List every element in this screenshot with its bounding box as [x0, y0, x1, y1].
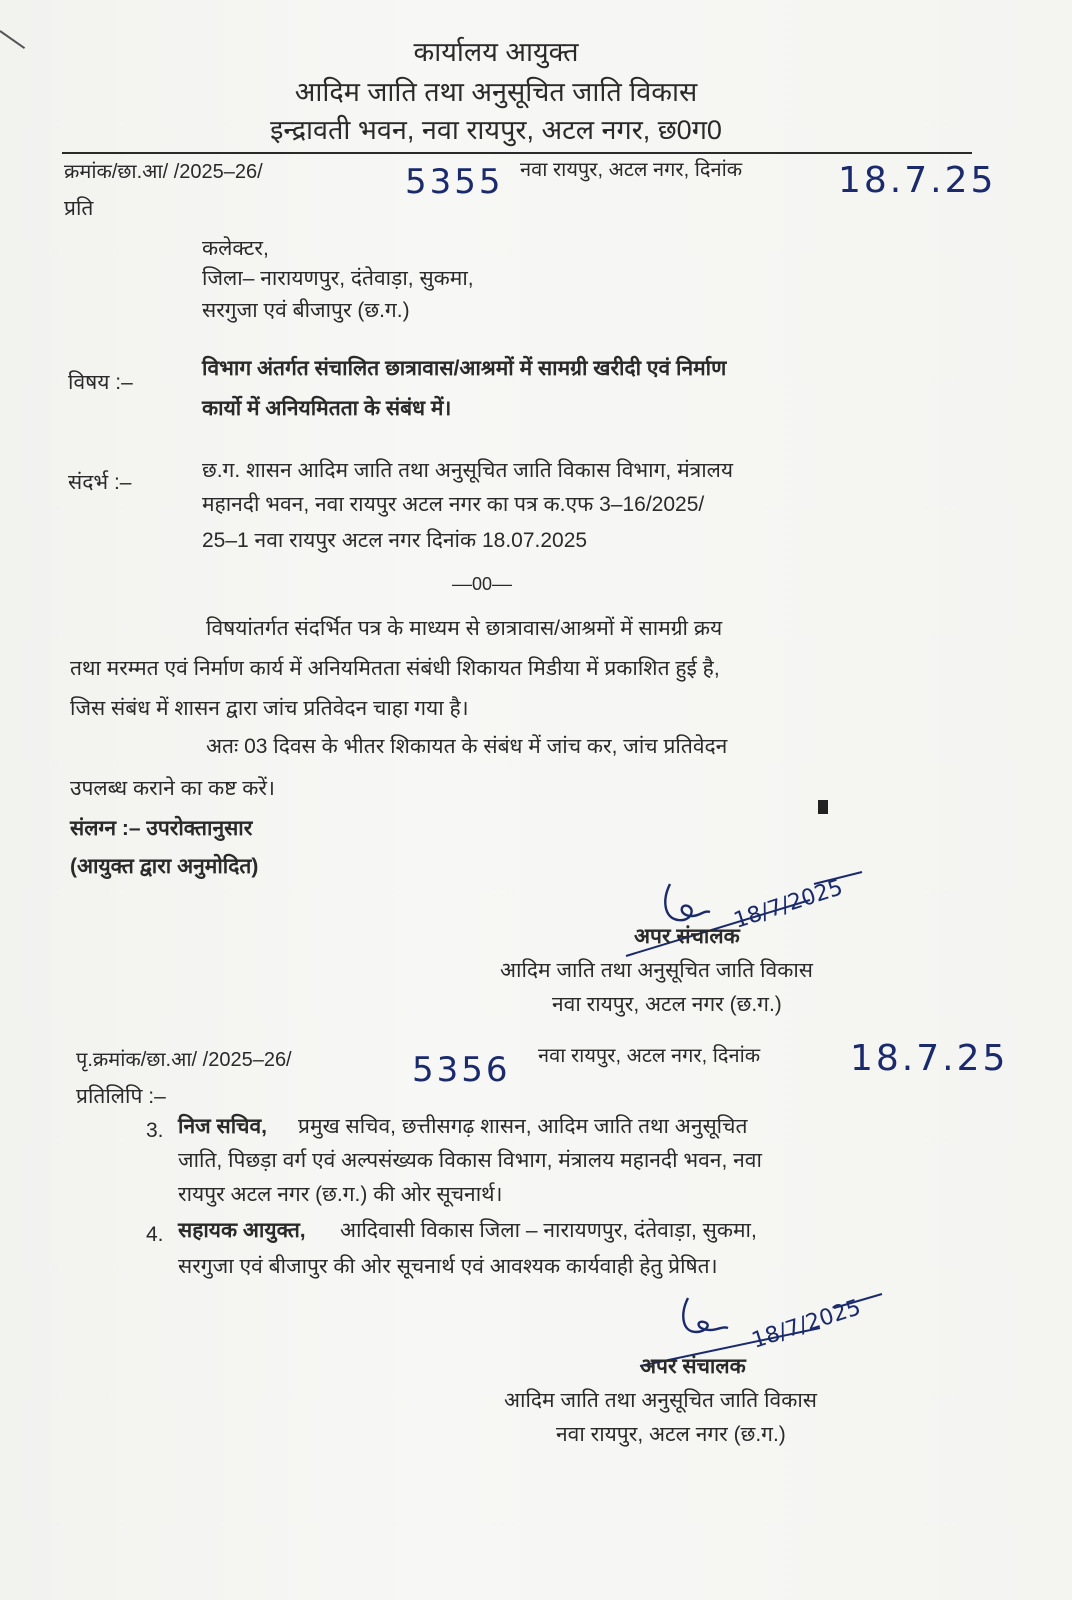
copy-item-line: सरगुजा एवं बीजापुर की ओर सूचनार्थ एवं आवश्यक कार्यवाही हेतु प्रेषित। — [178, 1255, 718, 1278]
office-title: कार्यालय आयुक्त — [413, 37, 579, 67]
copy-signatory-address: नवा रायपुर, अटल नगर (छ.ग.) — [556, 1423, 786, 1446]
copy-ref-number-handwritten: 5356 — [412, 1050, 511, 1090]
signatory-dept: आदिम जाति तथा अनुसूचित जाति विकास — [500, 959, 813, 982]
copy-signatory-dept: आदिम जाति तथा अनुसूचित जाति विकास — [504, 1389, 817, 1412]
reference-line: छ.ग. शासन आदिम जाति तथा अनुसूचित जाति विकास विभाग, मंत्रालय — [202, 459, 734, 482]
body-line: तथा मरम्मत एवं निर्माण कार्य में अनियमितता संबंधी शिकायत मिडीया में प्रकाशित हुई है, — [70, 657, 720, 680]
office-address: इन्द्रावती भवन, नवा रायपुर, अटल नगर, छ0ग0 — [270, 115, 722, 145]
place-date-label: नवा रायपुर, अटल नगर, दिनांक — [520, 159, 743, 181]
body-line: जिस संबंध में शासन द्वारा जांच प्रतिवेदन चाहा गया है। — [70, 697, 469, 720]
copy-item-bold: निज सचिव, — [178, 1115, 267, 1138]
enclosure: संलग्न :– उपरोक्तानुसार — [70, 817, 253, 840]
subject-line: कार्यो में अनियमितता के संबंध में। — [202, 397, 452, 420]
reference-label: संदर्भ :– — [68, 471, 132, 494]
body-line: उपलब्ध कराने का कष्ट करें। — [70, 777, 275, 800]
signatory-title: अपर संचालक — [634, 925, 740, 948]
body-line: अतः 03 दिवस के भीतर शिकायत के संबंध में जांच कर, जांच प्रतिवेदन — [206, 735, 728, 758]
header-rule — [62, 152, 972, 154]
recipient-line: सरगुजा एवं बीजापुर (छ.ग.) — [202, 299, 410, 322]
copy-item-bold: सहायक आयुक्त, — [178, 1219, 306, 1242]
signature-date: 18/7/2025 — [730, 875, 846, 934]
copy-date-handwritten: 18.7.25 — [850, 1038, 1009, 1079]
reference-line: 25–1 नवा रायपुर अटल नगर दिनांक 18.07.2025 — [202, 529, 588, 552]
copy-place-date-label: नवा रायपुर, अटल नगर, दिनांक — [538, 1045, 761, 1067]
body-line: विषयांतर्गत संदर्भित पत्र के माध्यम से छात्रावास/आश्रमों में सामग्री क्रय — [206, 617, 723, 640]
copy-item-line: आदिवासी विकास जिला – नारायणपुर, दंतेवाड़ा, सुकमा, — [340, 1219, 757, 1242]
copy-signatory-title: अपर संचालक — [640, 1355, 746, 1378]
copy-item-line: रायपुर अटल नगर (छ.ग.) की ओर सूचनार्थ। — [178, 1183, 503, 1206]
subject-line: विभाग अंतर्गत संचालित छात्रावास/आश्रमों में सामग्री खरीदी एवं निर्माण — [202, 357, 727, 380]
reference-line: महानदी भवन, नवा रायपुर अटल नगर का पत्र क.एफ 3–16/2025/ — [202, 493, 705, 516]
separator: ––00–– — [452, 574, 513, 594]
date-handwritten: 18.7.25 — [838, 160, 997, 201]
approval-note: (आयुक्त द्वारा अनुमोदित) — [70, 855, 259, 878]
copy-item-line: जाति, पिछड़ा वर्ग एवं अल्पसंख्यक विकास विभाग, मंत्रालय महानदी भवन, नवा — [178, 1149, 762, 1172]
to-label: प्रति — [64, 197, 94, 220]
copy-item-line: प्रमुख सचिव, छत्तीसगढ़ शासन, आदिम जाति तथा अनुसूचित — [298, 1115, 748, 1138]
recipient-line: कलेक्टर, — [202, 237, 269, 260]
copy-ref-prefix: पृ.क्रमांक/छा.आ/ /2025–26/ — [76, 1049, 292, 1071]
ref-prefix: क्रमांक/छा.आ/ /2025–26/ — [64, 161, 263, 183]
copy-item-number: 3. — [146, 1119, 164, 1142]
copy-item-number: 4. — [146, 1223, 164, 1246]
copy-signature-date: 18/7/2025 — [748, 1295, 864, 1354]
ink-mark — [818, 800, 828, 814]
department-title: आदिम जाति तथा अनुसूचित जाति विकास — [294, 77, 698, 107]
copy-label: प्रतिलिपि :– — [76, 1085, 166, 1108]
signatory-address: नवा रायपुर, अटल नगर (छ.ग.) — [552, 993, 782, 1016]
subject-label: विषय :– — [68, 371, 133, 394]
ref-number-handwritten: 5355 — [405, 162, 504, 202]
recipient-line: जिला– नारायणपुर, दंतेवाड़ा, सुकमा, — [202, 267, 474, 290]
